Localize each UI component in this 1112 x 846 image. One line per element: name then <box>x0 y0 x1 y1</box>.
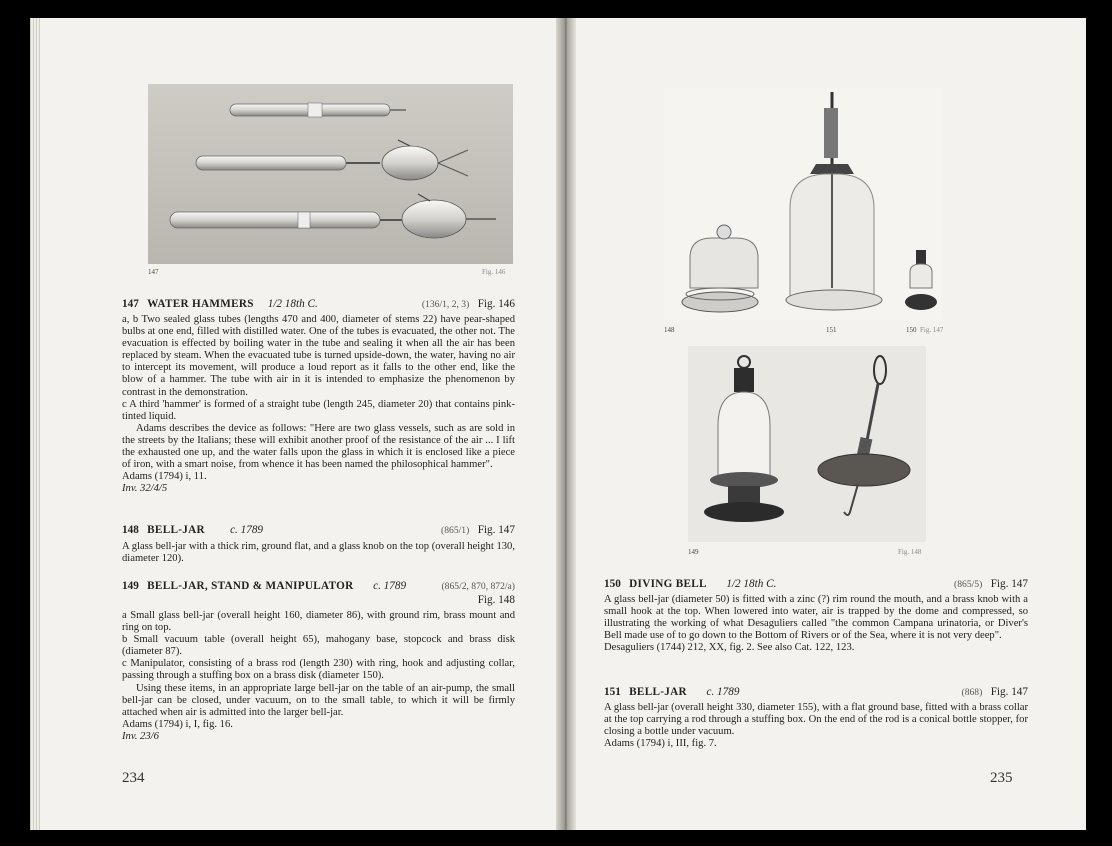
entry-147-text <box>122 314 515 495</box>
reference: Adams (1794) i, 11. <box>122 471 207 483</box>
entry-title: WATER HAMMERS <box>147 298 254 310</box>
entry-149-heading <box>122 580 515 592</box>
entry-151-heading <box>604 686 1028 698</box>
inventory-number: Inv. 32/4/5 <box>122 483 168 495</box>
entry-date: 1/2 18th C. <box>726 578 777 590</box>
entry-fig: Fig. 147 <box>990 578 1028 590</box>
figure-caption: Fig. 146 <box>482 268 506 276</box>
photo-bell-jar-stand-manipulator <box>688 346 926 542</box>
figure-number-label: 147 <box>148 268 159 276</box>
figure-number-label: 151 <box>826 326 837 334</box>
entry-147-heading <box>122 298 515 310</box>
paragraph: c A third 'hammer' is formed of a straight tube (length 245, diameter 20) that contains pink-tinted liquid. <box>122 398 515 422</box>
reference: Adams (1794) i, III, fig. 7. <box>604 738 717 750</box>
entry-150-heading <box>604 578 1028 590</box>
reference: Adams (1794) i, I, fig. 16. <box>122 718 233 730</box>
entry-ref: (865/5) <box>954 579 983 590</box>
entry-date: c. 1789 <box>706 686 740 698</box>
figure-caption: Fig. 148 <box>898 548 922 556</box>
entry-number: 148 <box>122 524 139 536</box>
entry-number: 151 <box>604 686 621 698</box>
entry-fig: Fig. 147 <box>990 686 1028 698</box>
paragraph: A glass bell-jar (diameter 50) is fitted with a zinc (?) rim round the mouth, and a brass knob with a small hook at the top. When lowered into water, air is trapped by the dome and compressed, so illustrating the working of what Desaguliers called "the common Campana urinatoria, or Diver's Bell made use of to go down to the Bottom of Rivers or of the Sea, where it is not very deep". <box>604 594 1028 642</box>
paragraph: A glass bell-jar with a thick rim, ground flat, and a glass knob on the top (overall height 130, diameter 120). <box>122 541 515 565</box>
paragraph: Using these items, in an appropriate large bell-jar on the table of an air-pump, the small bell-jar can be closed, under vacuum, on to the small table, to which it will be firmly attached when air is admitted into the larger bell-jar. <box>122 682 515 718</box>
entry-title: BELL-JAR <box>629 686 687 698</box>
manipulator-illustration <box>688 346 926 542</box>
page-edges <box>30 18 40 830</box>
entry-ref: (865/2, 870, 872/a) <box>441 581 515 592</box>
inventory-number: Inv. 23/6 <box>122 730 159 742</box>
figure-number-label: 148 <box>664 326 675 334</box>
entry-fig: Fig. 148 <box>477 594 515 606</box>
entry-number: 147 <box>122 298 139 310</box>
photo-water-hammers <box>148 84 513 264</box>
entry-fig: Fig. 146 <box>477 298 515 310</box>
paragraph: Adams describes the device as follows: "Here are two glass vessels, such as are sold in the streets by the Italians; these will exhibit another proof of the resistance of the air ... I lift the exhausted one up, and the water falls upon the glass in which it is enclosed like a piece of iron, with a smart noise, from whence it has been named the philosophical hammer". <box>122 422 515 471</box>
entry-fig: Fig. 147 <box>477 524 515 536</box>
book-gutter <box>556 18 576 830</box>
entry-date: c. 1789 <box>373 580 407 592</box>
figure-caption: Fig. 147 <box>920 326 944 334</box>
water-hammers-illustration <box>148 84 513 264</box>
entry-title: DIVING BELL <box>629 578 707 590</box>
reference: Desaguliers (1744) 212, XX, fig. 2. See also Cat. 122, 123. <box>604 642 855 654</box>
entry-date: c. 1789 <box>230 524 264 536</box>
paragraph: A glass bell-jar (overall height 330, diameter 155), with a flat ground base, fitted with a brass collar at the top carrying a rod through a stuffing box. On the end of the rod is a conical bottle stopper, for closing a bottle under vacuum. <box>604 702 1028 738</box>
entry-date: 1/2 18th C. <box>267 298 318 310</box>
page-number-right: 235 <box>990 770 1013 786</box>
entry-ref: (868) <box>961 687 983 698</box>
entry-151-text <box>604 702 1028 750</box>
entry-title: BELL-JAR <box>147 524 205 536</box>
paragraph: b Small vacuum table (overall height 65), mahogany base, stopcock and brass disk (diameter 87). <box>122 634 515 658</box>
figure-number-label: 149 <box>688 548 699 556</box>
paragraph: a, b Two sealed glass tubes (lengths 470 and 400, diameter of stems 22) have pear-shaped bulbs at one end, filled with distilled water. One of the tubes is evacuated, the other not. The evacuation is effected by boiling water in the tube and sealing it when all the air has been replaced by steam. When the evacuated tube is turned upside-down, the water, having no air to intercept its movement, will produce a loud report as it falls to the other end, like the blow of a hammer. The tube with air in it is intended to emphasize the phenomenon by contrast in the demonstration. <box>122 314 515 398</box>
entry-ref: (136/1, 2, 3) <box>421 299 470 310</box>
entry-number: 150 <box>604 578 621 590</box>
entry-number: 149 <box>122 580 139 592</box>
entry-148-heading <box>122 524 515 536</box>
figure-number-label: 150 <box>906 326 917 334</box>
page-number-left: 234 <box>122 770 145 786</box>
photo-bell-jars <box>664 88 942 320</box>
bell-jars-illustration <box>664 88 942 320</box>
entry-150-text <box>604 594 1028 654</box>
entry-title: BELL-JAR, STAND & MANIPULATOR <box>147 580 354 592</box>
entry-148-text <box>122 541 515 565</box>
entry-ref: (865/1) <box>441 525 470 536</box>
paragraph: c Manipulator, consisting of a brass rod (length 230) with ring, hook and adjusting collar, passing through a stuffing box on a brass disk (diameter 150). <box>122 658 515 682</box>
entry-149-text <box>122 610 515 743</box>
entry-149-fig-line <box>122 594 515 606</box>
paragraph: a Small glass bell-jar (overall height 160, diameter 86), with ground rim, brass mount and ring on top. <box>122 610 515 634</box>
